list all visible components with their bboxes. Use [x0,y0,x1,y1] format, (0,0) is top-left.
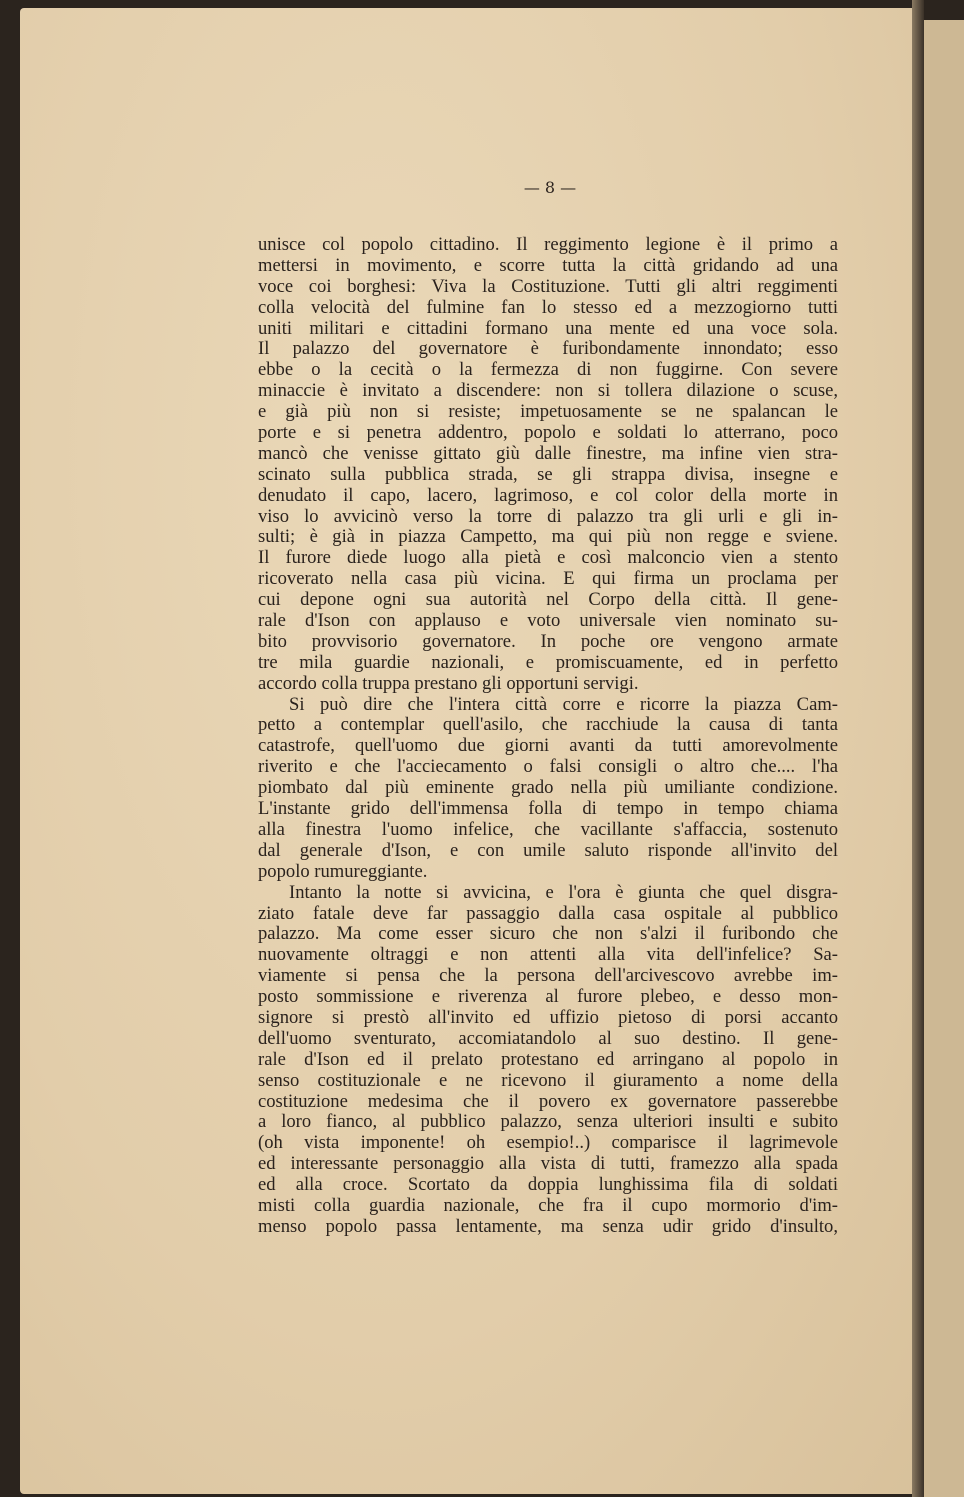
text-line: unisce col popolo cittadino. Il reggimento legione è il primo a [258,234,838,255]
text-line: L'instante grido dell'immensa folla di tempo in tempo chiama [258,798,838,820]
text-line: dell'uomo sventurato, accomiatandolo al suo destino. Il gene- [258,1027,838,1049]
text-line: Si può dire che l'intera città corre e ricorre la piazza Cam- [289,693,838,715]
text-line: porte e si penetra addentro, popolo e soldati lo atterrano, poco [258,422,838,444]
text-line: ed interessante personaggio alla vista di tutti, framezzo alla spada [258,1153,838,1175]
text-line: alla finestra l'uomo infelice, che vacillante s'affaccia, sostenuto [258,818,838,840]
text-line: petto a contemplar quell'asilo, che racchiude la causa di tanta [258,714,838,736]
text-line: menso popolo passa lentamente, ma senza udir grido d'insulto, [258,1215,838,1237]
text-line: (oh vista imponente! oh esempio!..) comparisce il lagrimevole [258,1132,838,1154]
body-text [258,235,838,1238]
text-line: ed alla croce. Scortato da doppia lunghissima fila di soldati [258,1174,838,1196]
text-line: colla velocità del fulmine fan lo stesso ed a mezzogiorno tutti [258,296,838,318]
text-line: posto sommissione e riverenza al furore plebeo, e desso mon- [258,986,838,1008]
text-line: costituzione medesima che il povero ex governatore passerebbe [258,1090,838,1112]
text-line: viamente si pensa che la persona dell'arcivescovo avrebbe im- [258,965,838,987]
text-line: bito provvisorio governatore. In poche ore vengono armate [258,630,838,652]
text-line: a loro fianco, al pubblico palazzo, senza ulteriori insulti e subito [258,1111,838,1133]
text-line: minaccie è invitato a discendere: non si tollera dilazione o scuse, [258,380,838,402]
text-line: voce coi borghesi: Viva la Costituzione. Tutti gli altri reggimenti [258,275,838,297]
text-line: catastrofe, quell'uomo due giorni avanti da tutti amorevolmente [258,735,838,757]
text-line: rale d'Ison con applauso e voto universale vien nominato su- [258,610,838,632]
text-line: signore si prestò all'invito ed uffizio pietoso di porsi accanto [258,1006,838,1028]
text-line: sulti; è già in piazza Campetto, ma qui più non regge e sviene. [258,526,838,548]
text-line: ziato fatale deve far passaggio dalla casa ospitale al pubblico [258,902,838,924]
text-line: mettersi in movimento, e scorre tutta la città gridando ad una [258,254,838,276]
text-line: piombato dal più eminente grado nella più umiliante condizione. [258,777,838,799]
text-line: viso lo avvicinò verso la torre di palazzo tra gli urli e gli in- [258,505,838,527]
text-line: rale d'Ison ed il prelato protestano ed arringano al popolo in [258,1048,838,1070]
text-line: riverito e che l'acciecamento o falsi consigli o altro che.... l'ha [258,756,838,778]
text-line: ebbe o la cecità o la fermezza di non fuggirne. Con severe [258,359,838,381]
text-line: mancò che venisse gittato giù dalle finestre, ma infine vien stra- [258,442,838,464]
text-line: dal generale d'Ison, e con umile saluto risponde all'invito del [258,839,838,861]
text-line: Il furore diede luogo alla pietà e così malconcio vien a stento [258,547,838,569]
page-number: — 8 — [523,178,577,197]
text-line: scinato sulla pubblica strada, se gli strappa divisa, insegne e [258,463,838,485]
book-gutter [912,0,924,1497]
text-line: cui depone ogni sua autorità nel Corpo della città. Il gene- [258,589,838,611]
text-line: tre mila guardie nazionali, e promiscuamente, ed in perfetto [258,651,838,673]
facing-page-edge [924,20,964,1497]
text-line: palazzo. Ma come esser sicuro che non s'alzi il furibondo che [258,923,838,945]
text-line: senso costituzionale e ne ricevono il giuramento a nome della [258,1069,838,1091]
text-line: denudato il capo, lacero, lagrimoso, e col color della morte in [258,484,838,506]
text-line: e già più non si resiste; impetuosamente se ne spalancan le [258,401,838,423]
text-line: uniti militari e cittadini formano una mente ed una voce sola. [258,317,838,339]
text-line: popolo rumureggiante. [258,860,428,882]
text-line: nuovamente oltraggi e non attenti alla vita dell'infelice? Sa- [258,944,838,966]
text-line: ricoverato nella casa più vicina. E qui firma un proclama per [258,568,838,590]
text-line: Intanto la notte si avvicina, e l'ora è giunta che quel disgra- [289,881,838,903]
text-line: Il palazzo del governatore è furibondamente innondato; esso [258,338,838,360]
text-line: misti colla guardia nazionale, che fra il cupo mormorio d'im- [258,1194,838,1216]
text-line: accordo colla truppa prestano gli opportuni servigi. [258,672,639,694]
